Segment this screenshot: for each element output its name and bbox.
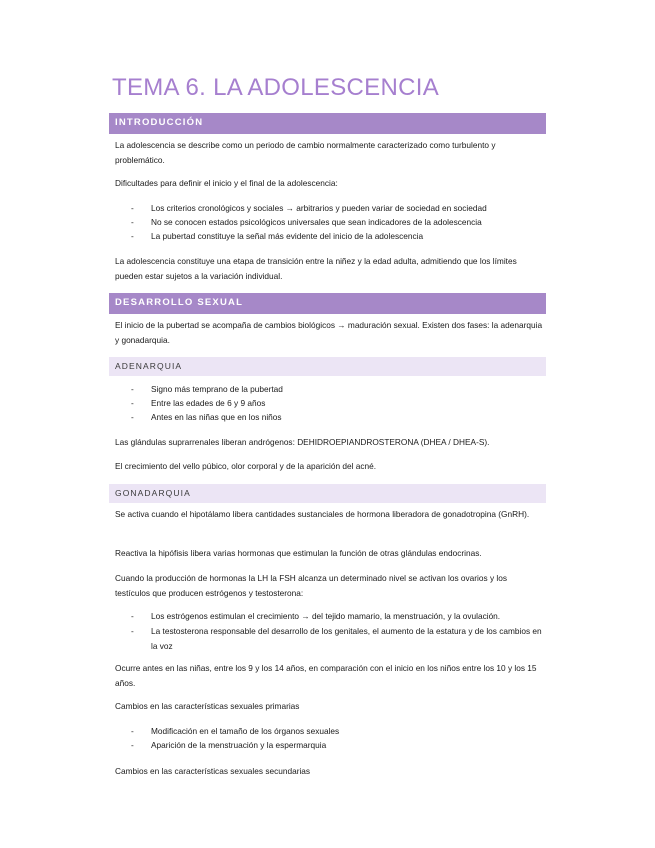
paragraph: Ocurre antes en las niñas, entre los 9 y los 14 años, en comparación con el inicio en los niños entre los 10 y los 15 años. [115, 663, 537, 688]
section-heading-label: DESARROLLO SEXUAL [115, 297, 244, 308]
subsection-heading-label: ADENARQUIA [115, 361, 183, 371]
paragraph: Cuando la producción de hormonas la LH la FSH alcanza un determinado nivel se activan los ovarios y los testículos que producen estrógenos y testosterona: [115, 573, 508, 598]
bullet-dash: - [131, 611, 134, 621]
subsection-heading-label: GONADARQUIA [115, 488, 191, 498]
paragraph: Reactiva la hipófisis libera varias hormonas que estimulan la función de otras glándulas endocrinas. [115, 548, 482, 558]
section-heading-introduccion [109, 113, 546, 134]
list-item: No se conocen estados psicológicos universales que sean indicadores de la adolescencia [151, 217, 482, 227]
paragraph: El inicio de la pubertad se acompaña de cambios biológicos → maduración sexual. Existen dos fases: la adenarquia y gonadarquia. [115, 320, 543, 345]
list-item: Signo más temprano de la pubertad [151, 384, 283, 394]
list-item: Los criterios cronológicos y sociales → arbitrarios y pueden variar de sociedad en sociedad [151, 203, 487, 213]
paragraph: Cambios en las características sexuales primarias [115, 701, 300, 711]
bullet-dash: - [131, 231, 134, 241]
bullet-dash: - [131, 626, 134, 636]
section-heading-desarrollo-sexual [109, 293, 546, 314]
subsection-heading-adenarquia [109, 357, 546, 376]
bullet-dash: - [131, 203, 134, 213]
bullet-dash: - [131, 217, 134, 227]
paragraph: Se activa cuando el hipotálamo libera cantidades sustanciales de hormona liberadora de gonadotropina (GnRH). [115, 509, 530, 519]
bullet-dash: - [131, 384, 134, 394]
paragraph: Dificultades para definir el inicio y el final de la adolescencia: [115, 178, 338, 188]
list-item: Modificación en el tamaño de los órganos sexuales [151, 726, 340, 736]
bullet-dash: - [131, 412, 134, 422]
list-item: La testosterona responsable del desarrollo de los genitales, el aumento de la estatura y de los cambios en la voz [151, 626, 542, 651]
paragraph: La adolescencia constituye una etapa de transición entre la niñez y la edad adulta, admitiendo que los límites pueden estar sujetos a la variación individual. [115, 256, 517, 281]
list-item: Entre las edades de 6 y 9 años [151, 398, 266, 408]
paragraph: Las glándulas suprarrenales liberan andrógenos: DEHIDROEPIANDROSTERONA (DHEA / DHEA-S). [115, 437, 490, 447]
bullet-dash: - [131, 726, 134, 736]
bullet-dash: - [131, 740, 134, 750]
paragraph: El crecimiento del vello púbico, olor corporal y de la aparición del acné. [115, 461, 377, 471]
subsection-heading-gonadarquia [109, 484, 546, 503]
bullet-dash: - [131, 398, 134, 408]
list-item: Los estrógenos estimulan el crecimiento → del tejido mamario, la menstruación, y la ovulación. [151, 611, 501, 621]
section-heading-label: INTRODUCCIÓN [115, 117, 204, 128]
list-item: La pubertad constituye la señal más evidente del inicio de la adolescencia [151, 231, 424, 241]
paragraph: Cambios en las características sexuales secundarias [115, 766, 311, 776]
list-item: Aparición de la menstruación y la espermarquia [151, 740, 327, 750]
page-title: TEMA 6. LA ADOLESCENCIA [112, 74, 440, 101]
paragraph: La adolescencia se describe como un periodo de cambio normalmente caracterizado como turbulento y problemático. [115, 140, 496, 165]
list-item: Antes en las niñas que en los niños [151, 412, 282, 422]
